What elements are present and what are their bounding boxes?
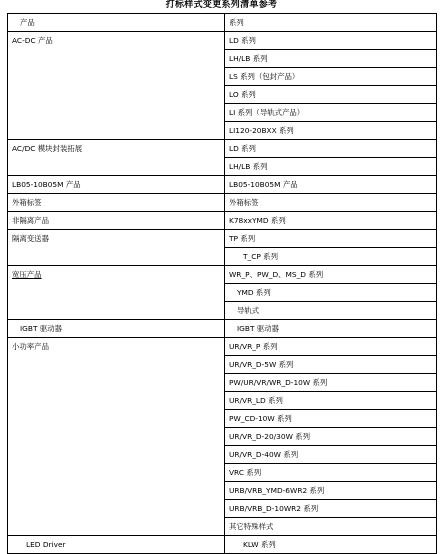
- series-cell: LO 系列: [225, 86, 437, 104]
- series-cell: LI120-20BXX 系列: [225, 122, 437, 140]
- product-cell: 非隔离产品: [8, 212, 225, 230]
- table-row: [8, 32, 437, 50]
- product-cell: 小功率产品: [8, 338, 225, 536]
- series-cell: URB/VRB_YMD-6WR2 系列: [225, 482, 437, 500]
- series-cell: LD 系列: [225, 140, 437, 158]
- header-series: 系列: [225, 14, 437, 32]
- series-cell: TP 系列: [225, 230, 437, 248]
- series-cell: LB05-10B05M 产品: [225, 176, 437, 194]
- product-cell: AC-DC 产品: [8, 32, 225, 140]
- table-row: [8, 176, 437, 194]
- series-cell: IGBT 驱动器: [225, 320, 437, 338]
- series-cell: LD 系列: [225, 32, 437, 50]
- series-cell: PW_CD-10W 系列: [225, 410, 437, 428]
- product-cell: 宽压产品: [8, 266, 225, 320]
- document-title: 打标样式变更系列清单参考: [165, 0, 278, 10]
- series-cell: 外箱标签: [225, 194, 437, 212]
- series-cell: UR/VR_LD 系列: [225, 392, 437, 410]
- series-cell: WR_P、PW_D、MS_D 系列: [225, 266, 437, 284]
- series-cell: T_CP 系列: [225, 248, 437, 266]
- table-row: [8, 212, 437, 230]
- product-cell: IGBT 驱动器: [8, 320, 225, 338]
- series-cell: K78xxYMD 系列: [225, 212, 437, 230]
- series-cell: VRC 系列: [225, 464, 437, 482]
- series-cell: UR/VR_P 系列: [225, 338, 437, 356]
- table-row: [8, 338, 437, 356]
- header-product: 产品: [8, 14, 225, 32]
- series-cell: UR/VR_D-5W 系列: [225, 356, 437, 374]
- series-cell: LS 系列（包封产品）: [225, 68, 437, 86]
- table-header-row: [8, 14, 437, 32]
- series-cell: KLW 系列: [225, 536, 437, 554]
- series-cell: 其它特殊样式: [225, 518, 437, 536]
- series-cell: UR/VR_D-20/30W 系列: [225, 428, 437, 446]
- product-cell: 隔离变送器: [8, 230, 225, 266]
- table-row: [8, 140, 437, 158]
- table-row: [8, 320, 437, 338]
- product-cell: AC/DC 模块封装拓展: [8, 140, 225, 176]
- series-cell: LH/LB 系列: [225, 158, 437, 176]
- series-cell: 导轨式: [225, 302, 437, 320]
- product-cell: LED Driver: [8, 536, 225, 554]
- product-cell: 外箱标签: [8, 194, 225, 212]
- series-list-table: [7, 13, 437, 554]
- series-cell: LI 系列（导轨式产品）: [225, 104, 437, 122]
- table-row: [8, 230, 437, 248]
- table-row: [8, 266, 437, 284]
- table-row: [8, 194, 437, 212]
- series-cell: PW/UR/VR/WR_D-10W 系列: [225, 374, 437, 392]
- series-cell: YMD 系列: [225, 284, 437, 302]
- series-cell: LH/LB 系列: [225, 50, 437, 68]
- series-cell: UR/VR_D-40W 系列: [225, 446, 437, 464]
- product-cell: LB05-10B05M 产品: [8, 176, 225, 194]
- table-row: [8, 536, 437, 554]
- series-cell: URB/VRB_D-10WR2 系列: [225, 500, 437, 518]
